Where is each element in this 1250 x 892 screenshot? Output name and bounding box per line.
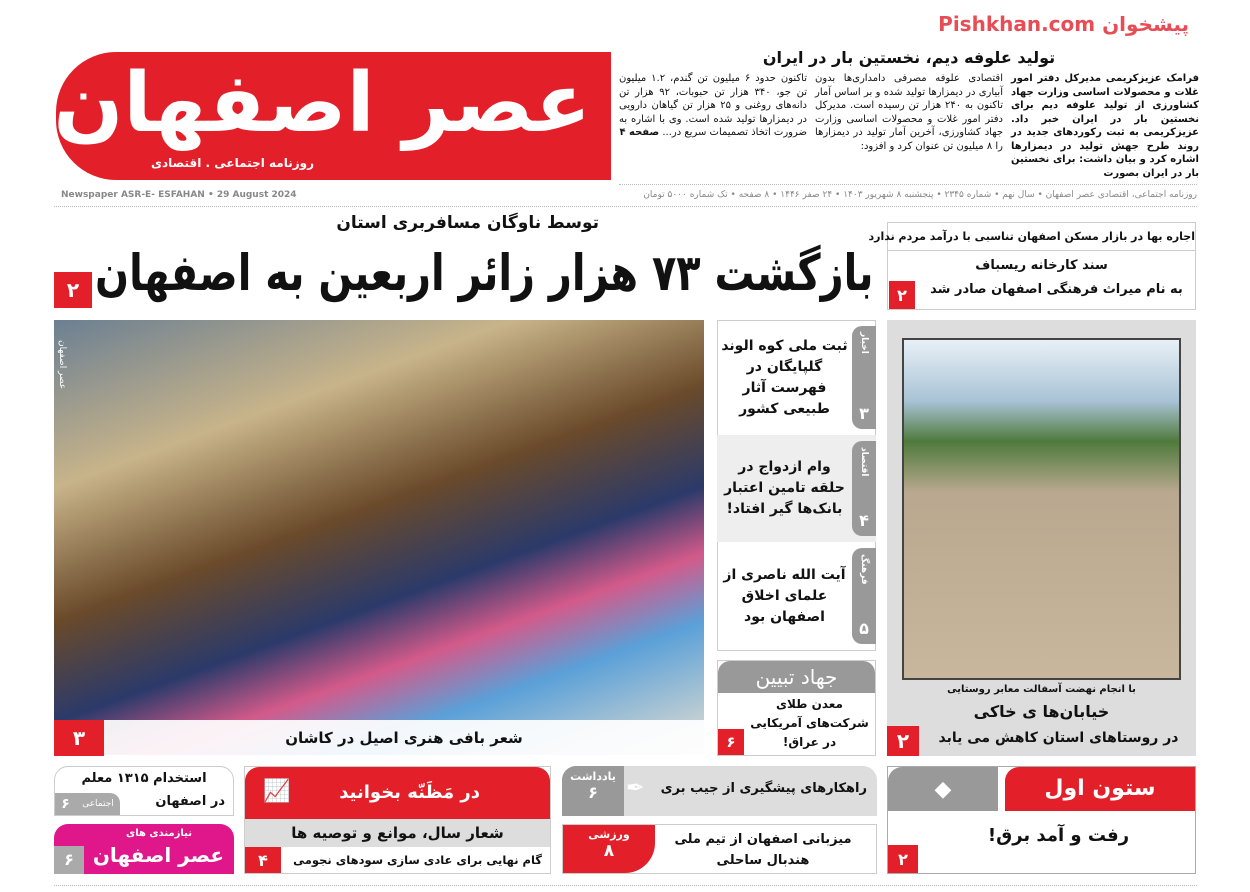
page-badge: ۶	[719, 729, 745, 755]
jahad-box[interactable]	[718, 660, 877, 756]
issue-meta-en: Newspaper ASR-E- ESFAHAN • 29 August 2024	[62, 190, 298, 200]
lead-title: تولید علوفه دیم، نخستین بار در ایران	[763, 48, 1057, 67]
tab-page: ۴	[860, 511, 870, 530]
sport-label-text: ورزشی	[589, 828, 631, 841]
right-top-box	[869, 222, 1197, 310]
sotoon-text: رفت و آمد برق!	[988, 825, 1131, 846]
logo-subtitle: روزنامه اجتماعی . اقتصادی	[152, 156, 315, 170]
right-top-line2[interactable]: سند کارخانه ریسباف	[976, 258, 1109, 273]
jahad-text: معدن طلای شرکت‌های آمریکایی در عراق!	[751, 697, 870, 749]
note-box[interactable]	[563, 766, 878, 816]
note-label-text: یادداشت	[571, 770, 617, 783]
tab-label: فرهنگ	[860, 554, 870, 585]
ads-big: عصر اصفهان	[93, 843, 225, 867]
photo-caption[interactable]: شعر بافی هنری اصیل در کاشان	[105, 720, 705, 756]
photo-credit: عصر اصفهان	[58, 340, 68, 390]
page-badge: ۲	[889, 845, 919, 873]
section-tab	[853, 548, 877, 644]
sotoon-aval[interactable]	[888, 766, 1197, 874]
side-item-text: آیت الله ناصری از علمای اخلاق اصفهان بود	[724, 566, 847, 625]
page-badge[interactable]: ۳	[55, 720, 105, 756]
hire-box[interactable]	[55, 766, 235, 816]
side-item-text: ثبت ملی کوه الوند گلپایگان در فهرست آثار طبیعی کشور	[722, 337, 849, 417]
sotoon-header: ستون اول	[1006, 767, 1196, 811]
masthead-logo	[54, 52, 612, 180]
section-tab	[853, 441, 877, 536]
watermark: پیشخوان Pishkhan.com	[939, 12, 1190, 36]
hire-text-2: در اصفهان	[156, 794, 226, 809]
page-badge: ۶	[55, 846, 85, 874]
chart-trend-icon: 📈	[264, 779, 292, 804]
lead-page[interactable]: صفحه ۴	[620, 127, 661, 138]
logo-text: عصر اصفهان	[54, 56, 592, 151]
page-badge: ۲	[888, 726, 920, 756]
read-text: گام نهایی برای عادی سازی سودهای نجومی	[294, 853, 543, 867]
village-subtitle: در روستاهای استان کاهش می یابد	[939, 730, 1180, 746]
sport-label	[564, 825, 656, 873]
read-box[interactable]	[245, 766, 552, 874]
main-photo-loom	[55, 320, 705, 755]
lead-col-3-text: تاکنون حدود ۶ میلیون تن گندم، ۱.۲ میلیون تن جو، ۳۴۰ هزار تن حبوبات، ۹۲ هزار تن دانه‌های روغنی و ۲۵ هزار تن گیاهان دارویی در دیمزارها تولید شده است. وی با اشاره به ضرورت اتخاذ تصمیمات سریع در...	[620, 73, 809, 138]
village-title: خیابان‌ها ی خاکی	[974, 702, 1111, 721]
feather-icon: ✒	[627, 776, 646, 801]
tab-page: ۳	[860, 404, 870, 423]
side-item-text: وام ازدواج در حلقه تامین اعتبار بانک‌ها گیر افتاد!	[725, 459, 846, 517]
ads-small: نیازمندی های	[127, 828, 193, 839]
lead-col-1: فرامک عزیزکریمی مدیرکل دفتر امور غلات و محصولات اساسی وزارت جهاد کشاورزی از تولید علوفه دیم برای نخستین بار در ایران خبر داد. عزیزکریمی به ثبت رکوردهای جدید در روند طرح جهش تولید در دیمزارها اشاره کرد و بیان داشت: برای نخستین بار در ایران بصورت	[1012, 73, 1200, 179]
lead-col-2: اقتصادی علوفه مصرفی دامداری‌ها بدون آبیاری در دیمزارها تولید شده و بر اساس آمار تاکنون به ۲۴۰ هزار تن رسیده است. مدیرکل دفتر امور غلات و محصولات اساسی وزارت جهاد کشاورزی، آخرین آمار تولید در دیمزارها را ۸ میلیون تن عنوان کرد و افزود:	[816, 73, 1005, 152]
village-kicker: با انجام نهضت آسفالت معابر روستایی	[948, 684, 1137, 695]
divider	[55, 206, 1198, 207]
tab-label: اخبار	[860, 332, 870, 354]
sport-box[interactable]	[563, 824, 878, 874]
divider	[55, 885, 1198, 886]
lead-col-3	[620, 72, 808, 180]
note-text: راهکارهای پیشگیری از جیب بری	[661, 781, 868, 796]
right-top-line3[interactable]: به نام میراث فرهنگی اصفهان صادر شد	[931, 282, 1184, 297]
read-header: در مَظَنّه بخوانید	[246, 767, 551, 819]
side-item[interactable]	[718, 435, 877, 542]
main-headline[interactable]	[97, 244, 875, 302]
ads-box[interactable]	[55, 824, 235, 874]
side-item[interactable]	[718, 542, 877, 650]
pen-nib-icon: ◆	[889, 767, 999, 811]
village-road-photo	[903, 338, 1182, 680]
divider	[620, 184, 1198, 185]
right-top-line1[interactable]: اجاره بها در بازار مسکن اصفهان تناسبی با درآمد مردم ندارد	[889, 223, 1196, 251]
jahad-header: جهاد تبیین	[719, 661, 876, 693]
page-badge: ۴	[246, 847, 282, 873]
tab-label: اقتصاد	[860, 447, 870, 477]
note-label	[563, 766, 625, 816]
hire-section: اجتماعی	[83, 799, 115, 809]
lead-article	[620, 72, 1200, 180]
issue-meta-fa: روزنامه اجتماعی، اقتصادی عصر اصفهان • سال نهم • شماره ۲۳۴۵ • پنجشنبه ۸ شهریور ۱۴۰۳ • ۲۴ صفر ۱۴۴۶ • ۸ صفحه • تک شماره ۵۰۰۰ تومان	[644, 190, 1198, 200]
sport-text: میزبانی اصفهان از تیم ملی هندبال ساحلی	[675, 832, 853, 868]
main-kicker: توسط ناوگان مسافربری استان	[337, 213, 600, 233]
page-badge[interactable]: ۲	[55, 272, 93, 308]
hire-text-1: استخدام ۱۳۱۵ معلم	[82, 771, 208, 786]
page-badge[interactable]: ۲	[890, 281, 916, 309]
hire-label	[56, 793, 121, 815]
tab-page: ۵	[860, 619, 870, 638]
sport-page: ۸	[604, 841, 616, 861]
note-page: ۶	[589, 783, 599, 802]
read-title: شعار سال، موانع و توصیه ها	[246, 819, 551, 847]
main-headline-text: بازگشت ۷۳ هزار زائر اربعین به اصفهان	[96, 244, 875, 302]
section-tab	[853, 326, 877, 429]
hire-page: ۶	[62, 796, 71, 812]
side-item[interactable]	[718, 320, 877, 435]
